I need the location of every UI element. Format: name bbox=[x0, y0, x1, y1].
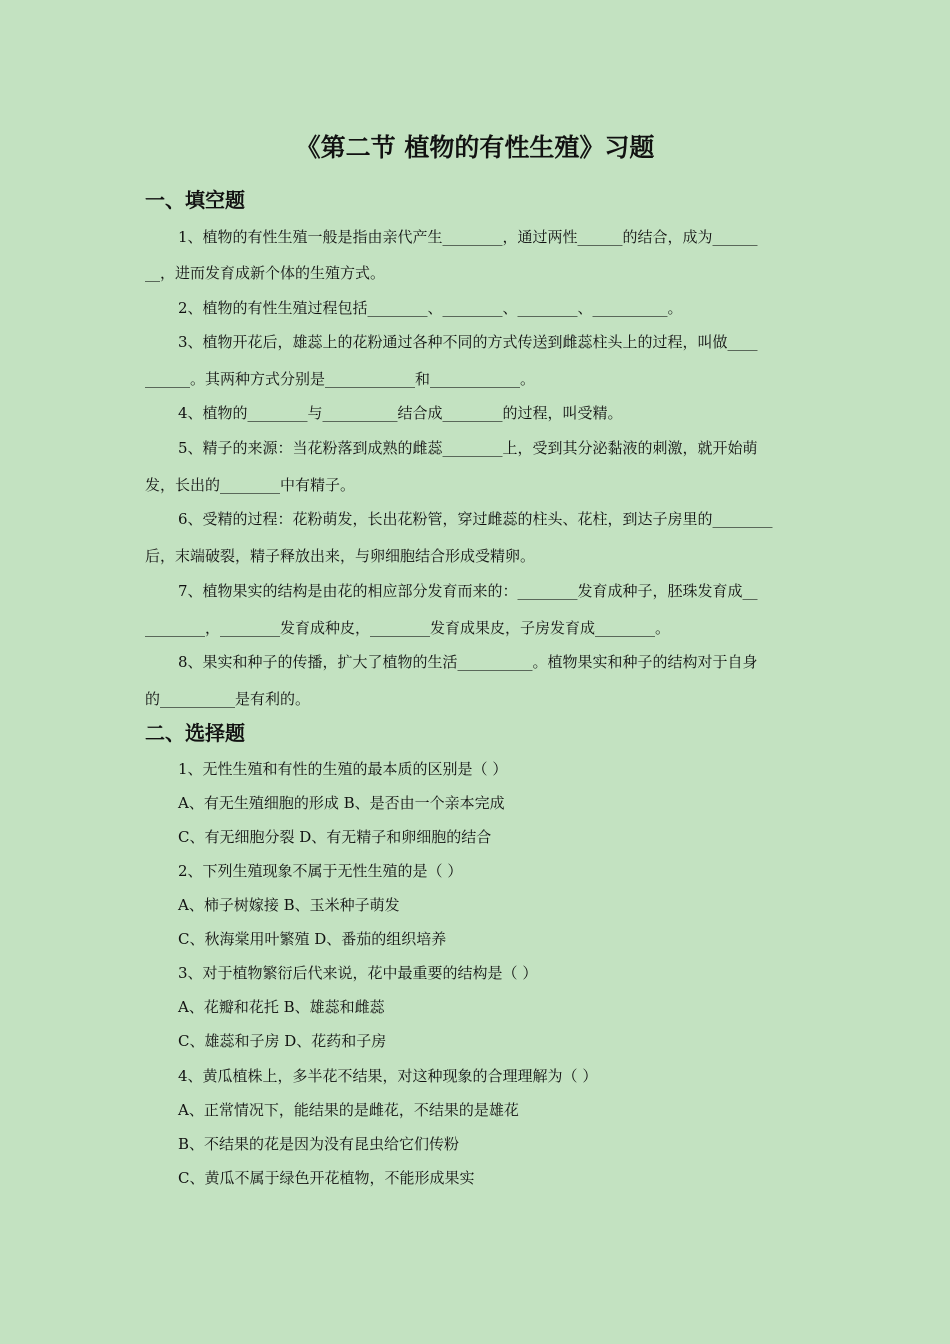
fill-blank-line: 6、受精的过程：花粉萌发，长出花粉管，穿过雌蕊的柱头、花柱，到达子房里的________ bbox=[178, 510, 773, 528]
choice-line: A、柿子树嫁接 B、玉米种子萌发 bbox=[178, 896, 400, 914]
fill-blank-line: 发，长出的________中有精子。 bbox=[145, 476, 356, 494]
choice-line: C、黄瓜不属于绿色开花植物，不能形成果实 bbox=[178, 1169, 475, 1187]
fill-blank-line: 3、植物开花后，雄蕊上的花粉通过各种不同的方式传送到雌蕊柱头上的过程，叫做____ bbox=[178, 333, 758, 351]
choice-line: A、有无生殖细胞的形成 B、是否由一个亲本完成 bbox=[178, 794, 505, 812]
fill-blank-line: ________，________发育成种皮，________发育成果皮，子房发育成________。 bbox=[145, 619, 671, 637]
fill-blank-line: 后，末端破裂，精子释放出来，与卵细胞结合形成受精卵。 bbox=[145, 547, 536, 565]
fill-blank-line: 7、植物果实的结构是由花的相应部分发育而来的：________发育成种子，胚珠发育成__ bbox=[178, 582, 758, 600]
page-title: 《第二节 植物的有性生殖》习题 bbox=[295, 133, 655, 162]
choice-line: B、不结果的花是因为没有昆虫给它们传粉 bbox=[178, 1135, 460, 1153]
section-heading-choice: 二、选择题 bbox=[145, 721, 245, 745]
section-heading-fill-blank: 一、填空题 bbox=[145, 188, 245, 212]
fill-blank-line: 5、精子的来源：当花粉落到成熟的雌蕊________上，受到其分泌黏液的刺激，就开始萌 bbox=[178, 439, 758, 457]
choice-line: 3、对于植物繁衍后代来说，花中最重要的结构是（ ） bbox=[178, 964, 538, 982]
fill-blank-line: 2、植物的有性生殖过程包括________、________、________、__________。 bbox=[178, 299, 683, 317]
choice-line: A、花瓣和花托 B、雄蕊和雌蕊 bbox=[178, 998, 385, 1016]
fill-blank-line: 8、果实和种子的传播，扩大了植物的生活__________。植物果实和种子的结构对于自身 bbox=[178, 653, 758, 671]
choice-line: 4、黄瓜植株上，多半花不结果，对这种现象的合理理解为（ ） bbox=[178, 1067, 598, 1085]
fill-blank-line: __，进而发育成新个体的生殖方式。 bbox=[145, 264, 386, 282]
fill-blank-line: 4、植物的________与__________结合成________的过程，叫受精。 bbox=[178, 404, 623, 422]
choice-line: C、秋海棠用叶繁殖 D、番茄的组织培养 bbox=[178, 930, 447, 948]
fill-blank-line: ______。其两种方式分别是____________和____________。 bbox=[145, 370, 536, 388]
fill-blank-line: 1、植物的有性生殖一般是指由亲代产生________，通过两性______的结合，成为______ bbox=[178, 228, 758, 246]
choice-line: 1、无性生殖和有性的生殖的最本质的区别是（ ） bbox=[178, 760, 508, 778]
fill-blank-line: 的__________是有利的。 bbox=[145, 690, 311, 708]
choice-line: A、正常情况下，能结果的是雌花，不结果的是雄花 bbox=[178, 1101, 519, 1119]
choice-line: 2、下列生殖现象不属于无性生殖的是（ ） bbox=[178, 862, 463, 880]
choice-line: C、有无细胞分裂 D、有无精子和卵细胞的结合 bbox=[178, 828, 492, 846]
choice-line: C、雄蕊和子房 D、花药和子房 bbox=[178, 1032, 387, 1050]
